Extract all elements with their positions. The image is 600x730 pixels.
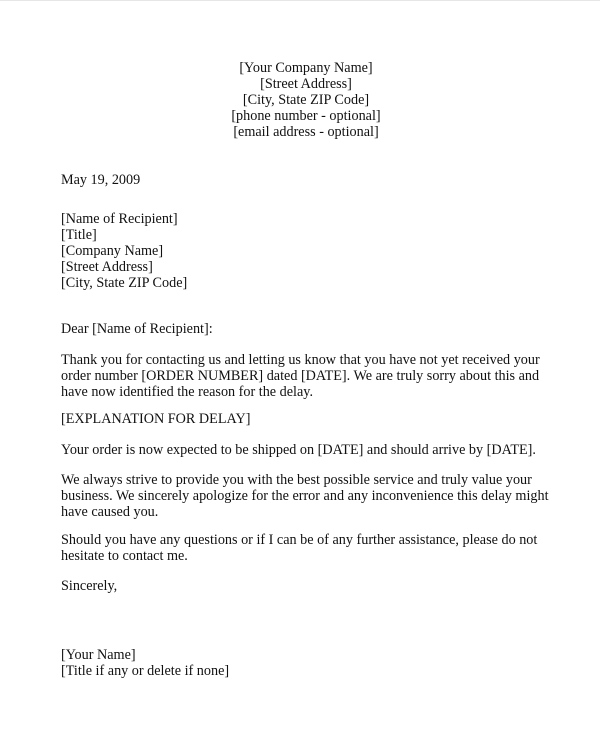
recipient-title: [Title] [61,227,97,243]
paragraph-line: Thank you for contacting us and letting us know that you have not yet received your [61,352,540,368]
paragraph-line: [EXPLANATION FOR DELAY] [61,411,251,427]
paragraph-line: We always strive to provide you with the best possible service and truly value your [61,472,532,488]
salutation-text: Dear [Name of Recipient]: [61,321,213,337]
company-city-state-zip: [City, State ZIP Code] [242,92,370,108]
paragraph-line: Should you have any questions or if I can be of any further assistance, please do not [61,532,538,548]
signer-name: [Your Name] [61,647,136,663]
company-email: [email address - optional] [233,124,379,140]
paragraph-line: business. We sincerely apologize for the error and any inconvenience this delay might [61,488,549,504]
paragraph-line: Your order is now expected to be shipped on [DATE] and should arrive by [DATE]. [61,442,536,458]
paragraph-line: have now identified the reason for the delay. [61,384,313,400]
company-name: [Your Company Name] [239,60,373,76]
paragraph-service [61,472,561,520]
recipient-company: [Company Name] [61,243,164,259]
company-street-address: [Street Address] [260,76,352,92]
signer-title: [Title if any or delete if none] [61,663,230,679]
paragraph-line: order number [ORDER NUMBER] dated [DATE]. We are truly sorry about this and [61,368,540,384]
paragraph-line: hesitate to contact me. [61,548,188,564]
letterhead [0,60,600,140]
salutation [61,321,561,337]
recipient-city-state-zip: [City, State ZIP Code] [61,275,188,291]
paragraph-shipping [61,442,561,458]
signature-block [61,647,561,679]
recipient-address [61,211,561,291]
closing-text: Sincerely, [61,578,118,594]
letter-date [61,172,561,188]
paragraph-line: have caused you. [61,504,159,520]
company-phone: [phone number - optional] [231,108,381,124]
paragraph-explanation [61,411,561,427]
date-text: May 19, 2009 [61,172,141,188]
closing [61,578,561,594]
paragraph-apology [61,352,561,400]
recipient-street-address: [Street Address] [61,259,153,275]
paragraph-contact [61,532,561,564]
recipient-name: [Name of Recipient] [61,211,178,227]
